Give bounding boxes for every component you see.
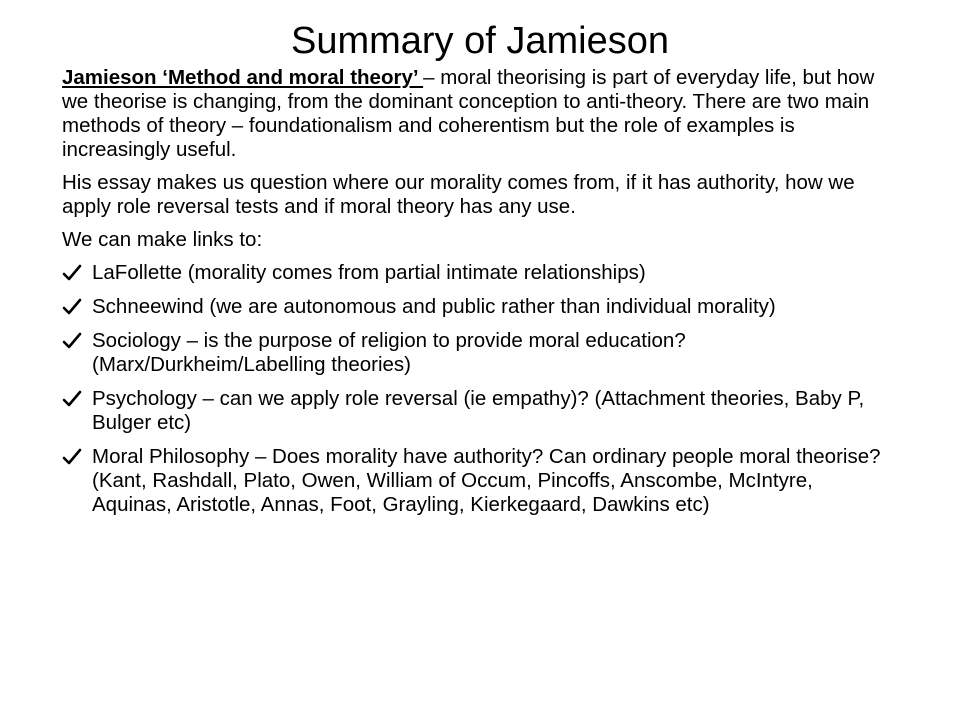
list-item: [62, 445, 882, 517]
checkmark-icon: [62, 389, 82, 409]
intro-paragraph: [62, 66, 882, 162]
checkmark-icon: [62, 263, 82, 283]
list-item: [62, 295, 882, 319]
intro-text: – moral theorising is part of everyday life, but how we theorise is changing, from the dominant conception to anti-theory. There are two main methods of theory – foundationalism and coherentism but the role of examples is increasingly useful.: [62, 66, 875, 161]
checkmark-icon: [62, 331, 82, 351]
list-item-text: Schneewind (we are autonomous and public rather than individual morality): [92, 295, 776, 318]
essay-paragraph: His essay makes us question where our morality comes from, if it has authority, how we apply role reversal tests and if moral theory has any use.: [62, 171, 855, 218]
list-item-text: LaFollette (morality comes from partial intimate relationships): [92, 261, 646, 284]
links-list: [62, 261, 882, 517]
intro-heading: Jamieson ‘Method and moral theory’: [62, 66, 424, 89]
checkmark-icon: [62, 447, 82, 467]
list-item-text: Moral Philosophy – Does morality have authority? Can ordinary people moral theorise? (Kant, Rashdall, Plato, Owen, William of Occum, Pincoffs, Anscombe, McIntyre, Aquinas, Aristotle, Annas, Foot, Grayling, Kierkegaard, Dawkins etc): [92, 445, 881, 516]
checkmark-icon: [62, 297, 82, 317]
list-item-text: Sociology – is the purpose of religion to provide moral education? (Marx/Durkheim/Labelling theories): [92, 329, 686, 376]
list-item: [62, 329, 882, 377]
list-item-text: Psychology – can we apply role reversal (ie empathy)? (Attachment theories, Baby P, Bulger etc): [92, 387, 865, 434]
list-item: [62, 261, 882, 285]
slide-content: [62, 66, 882, 527]
links-intro: We can make links to:: [62, 228, 263, 251]
list-item: [62, 387, 882, 435]
slide-title: Summary of Jamieson: [290, 20, 669, 62]
